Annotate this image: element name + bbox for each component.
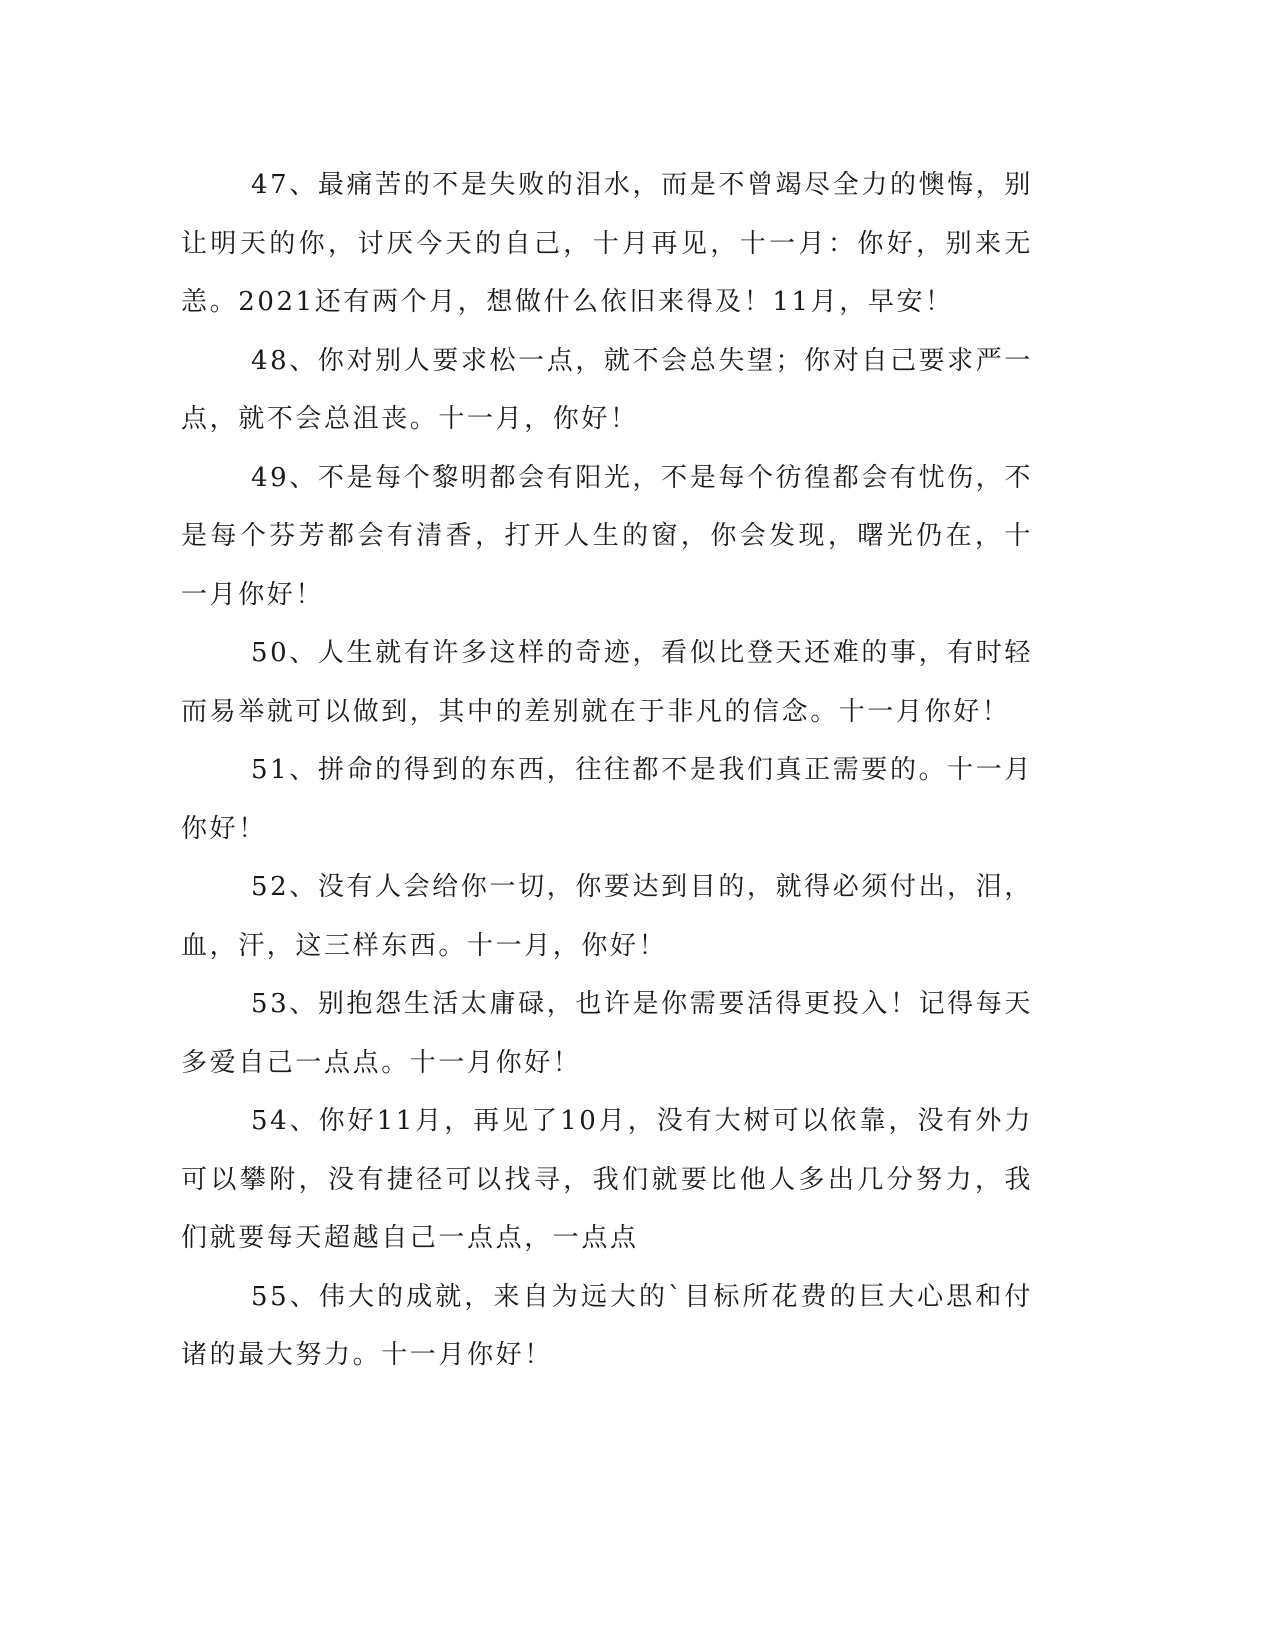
paragraph-53: 53、别抱怨生活太庸碌，也许是你需要活得更投入！记得每天多爱自己一点点。十一月你好！ [181, 989, 1033, 1078]
paragraph-51: 51、拼命的得到的东西，往往都不是我们真正需要的。十一月你好！ [181, 755, 1033, 844]
paragraph-54: 54、你好11月，再见了10月，没有大树可以依靠，没有外力可以攀附，没有捷径可以找寻，我们就要比他人多出几分努力，我们就要每天超越自己一点点，一点点 [181, 1106, 1033, 1253]
paragraph-47: 47、最痛苦的不是失败的泪水，而是不曾竭尽全力的懊悔，别让明天的你，讨厌今天的自己，十月再见，十一月：你好，别来无恙。2021还有两个月，想做什么依旧来得及！11月，早安！ [181, 170, 1033, 317]
paragraph-49: 49、不是每个黎明都会有阳光，不是每个彷徨都会有忧伤，不是每个芬芳都会有清香，打开人生的窗，你会发现，曙光仍在，十一月你好！ [181, 462, 1033, 610]
paragraph-48: 48、你对别人要求松一点，就不会总失望；你对自己要求严一点，就不会总沮丧。十一月，你好！ [181, 345, 1033, 434]
paragraph-52: 52、没有人会给你一切，你要达到目的，就得必须付出，泪，血，汗，这三样东西。十一月，你好！ [181, 872, 1033, 961]
paragraph-50: 50、人生就有许多这样的奇迹，看似比登天还难的事，有时轻而易举就可以做到，其中的差别就在于非凡的信念。十一月你好！ [181, 638, 1033, 727]
paragraph-55: 55、伟大的成就，来自为远大的`目标所花费的巨大心思和付诸的最大努力。十一月你好！ [181, 1281, 1033, 1370]
document-body [181, 156, 1033, 1385]
